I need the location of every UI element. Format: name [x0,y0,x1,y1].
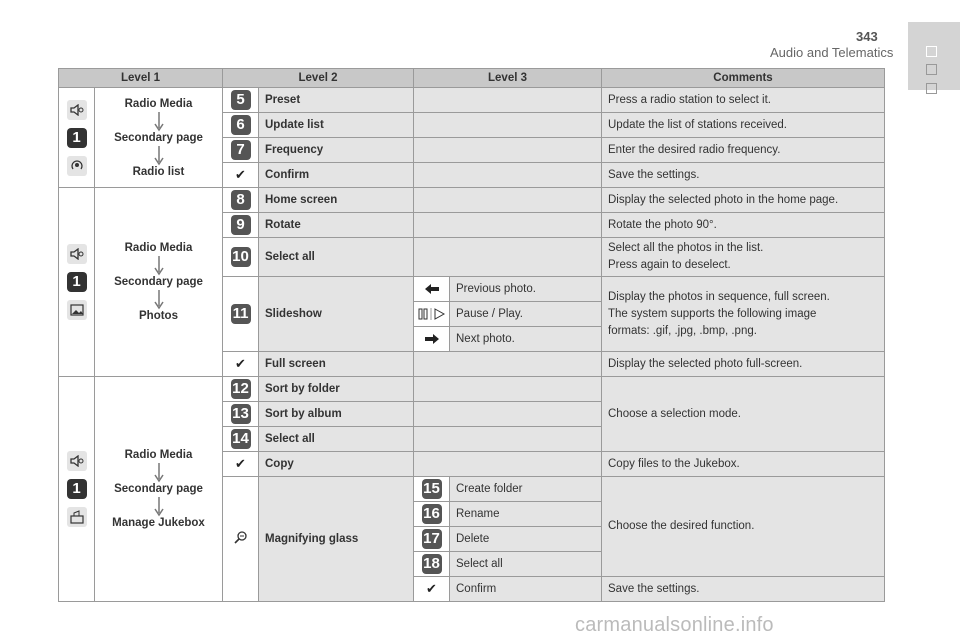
comment: Enter the desired radio frequency. [602,138,885,163]
level1-icons [59,88,95,188]
level3-empty [414,352,602,377]
step-number-badge: 15 [423,480,440,497]
side-square [926,64,937,75]
level2-label: Home screen [259,188,414,213]
level3-empty [414,377,602,402]
comment: Rotate the photo 90°. [602,213,885,238]
comment [602,238,885,277]
check-icon: ✔ [235,456,246,471]
step-number-badge: 14 [232,430,249,447]
step-number-badge: 10 [232,248,249,265]
comment [602,277,885,352]
level3-label: Previous photo. [450,277,602,302]
section-title: Audio and Telematics [770,45,894,60]
level3-label: Select all [450,552,602,577]
comment: Update the list of stations received. [602,113,885,138]
level2-label: Select all [259,427,414,452]
previous-arrow-icon [424,283,440,295]
comment: Display the selected photo in the home page. [602,188,885,213]
step-number-badge: 6 [231,115,251,135]
level3-empty [414,238,602,277]
path-step: Photos [139,310,178,322]
level1-badge: 1 [67,272,87,292]
level2-label: Magnifying glass [259,477,414,602]
level2-label: Preset [259,88,414,113]
pause-play-icon [418,308,446,320]
comment-line: Press again to deselect. [608,259,731,271]
comment-line: Select all the photos in the list. [608,242,764,254]
path-step: Radio list [132,165,185,178]
step-number-badge: 7 [231,140,251,160]
level2-label: Full screen [259,352,414,377]
check-icon: ✔ [235,167,246,182]
comment: Choose the desired function. [602,477,885,577]
side-square [926,83,937,94]
photos-icon [67,300,87,320]
step-number-badge: 8 [231,190,251,210]
arrow-down-icon [152,110,166,132]
level1-icons [59,377,95,602]
step-number-badge: 9 [231,215,251,235]
level3-label: Rename [450,502,602,527]
path-step: Radio Media [124,449,193,461]
comment: Copy files to the Jukebox. [602,452,885,477]
level1-badge: 1 [67,128,87,148]
level2-label: Confirm [259,163,414,188]
path-step: Manage Jukebox [112,517,205,529]
level1-path [95,88,223,188]
level2-label: Slideshow [259,277,414,352]
level2-label: Select all [259,238,414,277]
arrow-down-icon [152,461,166,483]
step-number-badge: 17 [423,530,440,547]
level2-label: Frequency [259,138,414,163]
side-tab [908,22,960,90]
level3-empty [414,452,602,477]
level3-label: Confirm [450,577,602,602]
comment: Save the settings. [602,577,885,602]
path-step: Secondary page [114,276,203,288]
path-step: Radio Media [124,242,193,254]
arrow-down-icon [152,288,166,310]
comment-line: The system supports the following image [608,307,817,320]
comment: Display the selected photo full-screen. [602,352,885,377]
level3-empty [414,402,602,427]
radio-list-icon [67,156,87,176]
radio-media-icon [67,244,87,264]
arrow-down-icon [152,144,166,166]
header-level3: Level 3 [414,69,602,88]
page-number: 343 [856,29,878,44]
path-step: Radio Media [124,97,193,110]
comment-line: Display the photos in sequence, full screen. [608,290,830,303]
comment: Save the settings. [602,163,885,188]
level3-label: Next photo. [450,327,602,352]
header-comments: Comments [602,69,885,88]
level2-label: Update list [259,113,414,138]
level3-empty [414,213,602,238]
path-step: Secondary page [114,131,203,144]
radio-media-icon [67,100,87,120]
level2-label: Copy [259,452,414,477]
next-arrow-icon [424,333,440,345]
level1-path [95,377,223,602]
level1-path [95,188,223,377]
step-number-badge: 16 [423,505,440,522]
check-icon: ✔ [426,581,437,596]
level2-label: Rotate [259,213,414,238]
level3-empty [414,188,602,213]
level2-label: Sort by folder [259,377,414,402]
comment: Choose a selection mode. [602,377,885,452]
level1-icons [59,188,95,377]
header-level2: Level 2 [223,69,414,88]
level1-badge: 1 [67,479,87,499]
step-number-badge: 18 [423,555,440,572]
watermark: carmanualsonline.info [575,614,774,636]
step-number-badge: 12 [232,380,249,397]
level3-empty [414,163,602,188]
arrow-down-icon [152,254,166,276]
step-number-badge: 11 [231,304,251,324]
path-step: Secondary page [114,483,203,495]
arrow-down-icon [152,495,166,517]
check-icon: ✔ [235,356,246,371]
header-level1: Level 1 [59,69,223,88]
level3-empty [414,138,602,163]
level3-empty [414,113,602,138]
level3-empty [414,427,602,452]
level2-label: Sort by album [259,402,414,427]
step-number-badge: 5 [231,90,251,110]
step-number-badge: 13 [232,405,249,422]
comment-line: formats: .gif, .jpg, .bmp, .png. [608,324,757,337]
level3-label: Create folder [450,477,602,502]
settings-table [58,68,885,602]
level3-empty [414,88,602,113]
manage-jukebox-icon [67,507,87,527]
level3-label: Delete [450,527,602,552]
magnifying-glass-icon [234,531,248,545]
level3-label: Pause / Play. [450,302,602,327]
radio-media-icon [67,451,87,471]
comment: Press a radio station to select it. [602,88,885,113]
